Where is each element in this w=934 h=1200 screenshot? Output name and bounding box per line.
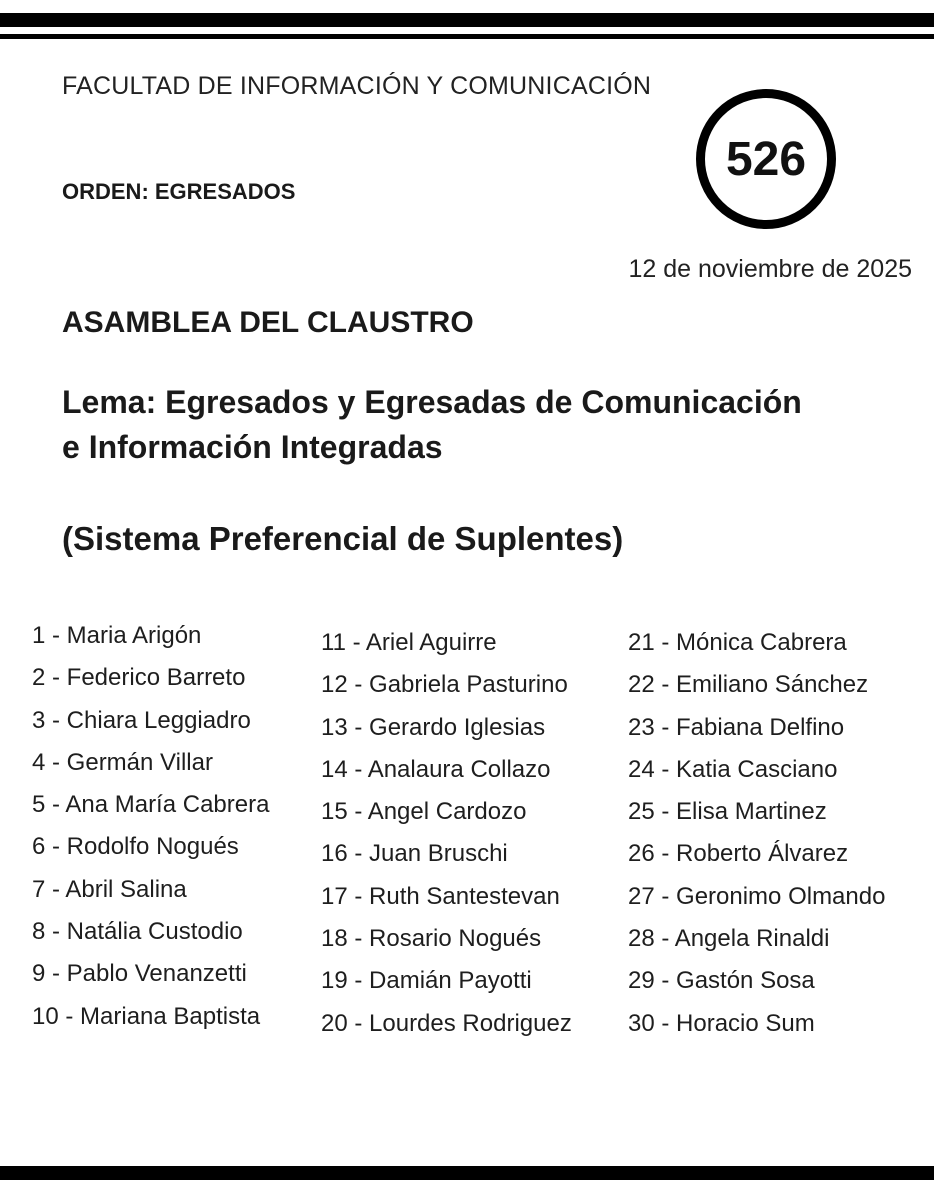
candidate-item: 10 - Mariana Baptista [32,1002,261,1030]
candidate-item: 17 - Ruth Santestevan [321,882,560,910]
candidate-item: 3 - Chiara Leggiadro [32,706,251,734]
candidate-item: 6 - Rodolfo Nogués [32,833,239,861]
list-number-circle [696,89,836,229]
candidate-item: 27 - Geronimo Olmando [628,882,886,910]
candidate-item: 19 - Damián Payotti [321,967,532,995]
top-border-thin-bar [0,34,934,39]
candidate-item: 7 - Abril Salina [32,875,187,903]
candidate-item: 1 - Maria Arigón [32,622,202,649]
candidate-column-1 [32,615,269,1038]
lema-line-2: e Información Integradas [62,429,443,465]
candidate-item: 11 - Ariel Aguirre [321,629,497,656]
candidate-item: 18 - Rosario Nogués [321,925,542,953]
candidate-item: 2 - Federico Barreto [32,664,246,692]
list-number: 526 [725,132,807,186]
candidate-item: 14 - Analaura Collazo [321,755,551,783]
candidate-item: 16 - Juan Bruschi [321,840,508,868]
candidate-item: 26 - Roberto Álvarez [628,840,849,868]
candidate-item: 21 - Mónica Cabrera [628,629,847,656]
candidate-item: 25 - Elisa Martinez [628,798,827,826]
bottom-border-bar [0,1166,934,1180]
candidate-item: 22 - Emiliano Sánchez [628,671,869,699]
candidate-column-2 [321,622,572,1045]
candidate-item: 13 - Gerardo Iglesias [321,713,546,741]
election-date: 12 de noviembre de 2025 [628,255,912,283]
candidate-item: 15 - Angel Cardozo [321,798,527,826]
faculty-name: FACULTAD DE INFORMACIÓN Y COMUNICACIÓN [62,72,652,100]
candidate-item: 12 - Gabriela Pasturino [321,671,568,699]
candidate-item: 30 - Horacio Sum [628,1009,815,1037]
lema-line-1: Lema: Egresados y Egresadas de Comunicación [62,384,802,420]
candidate-item: 28 - Angela Rinaldi [628,925,830,953]
candidate-item: 24 - Katia Casciano [628,755,838,783]
candidate-item: 4 - Germán Villar [32,748,213,776]
order-label: ORDEN: EGRESADOS [62,179,296,204]
top-border-bar [0,13,934,27]
candidate-item: 8 - Natália Custodio [32,918,243,946]
candidate-item: 20 - Lourdes Rodriguez [321,1009,572,1037]
lema-title [62,380,902,470]
candidate-item: 5 - Ana María Cabrera [32,791,270,819]
candidate-item: 29 - Gastón Sosa [628,967,815,995]
assembly-title: ASAMBLEA DEL CLAUSTRO [62,306,474,339]
candidate-item: 9 - Pablo Venanzetti [32,960,247,988]
candidate-item: 23 - Fabiana Delfino [628,713,845,741]
candidate-column-3 [628,622,885,1045]
substitute-system-label: (Sistema Preferencial de Suplentes) [62,520,624,557]
